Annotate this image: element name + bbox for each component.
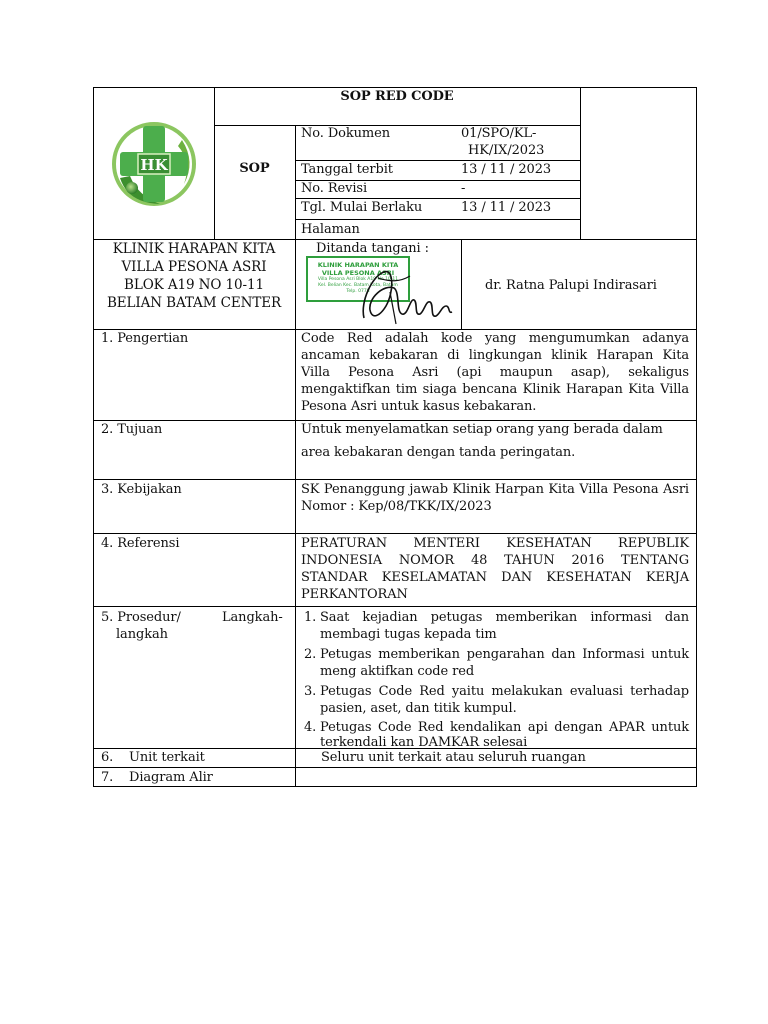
step-number: 1.	[304, 610, 317, 625]
list-item	[298, 720, 689, 750]
unit-number: 6.	[101, 750, 114, 765]
prosedur-label-3: langkah	[116, 627, 168, 642]
stamp-line-5: Telp. 0778	[346, 289, 370, 294]
stamp-line-1: KLINIK HARAPAN KITA	[317, 261, 399, 269]
kebijakan-text: SK Penanggung jawab Klinik Harpan Kita Villa Pesona Asri Nomor : Kep/08/TKK/IX/2023	[301, 482, 689, 514]
list-item	[298, 683, 689, 717]
step-number: 2.	[304, 647, 317, 662]
step-text: Petugas memberikan pengarahan dan Informasi untuk meng aktifkan code red	[320, 647, 689, 679]
list-item	[298, 609, 689, 643]
diagram-number: 7.	[101, 770, 114, 785]
stamp-line-2: VILLA PESONA ASRI	[321, 269, 395, 277]
doc-number-value-2: HK/IX/2023	[468, 143, 545, 158]
tujuan-text-1: Untuk menyelamatkan setiap orang yang berada dalam	[301, 422, 663, 437]
prosedur-steps	[298, 609, 689, 750]
prosedur-label-2: Langkah-	[222, 610, 283, 625]
step-number: 4.	[304, 720, 317, 735]
revision-label: No. Revisi	[301, 181, 368, 196]
issue-date-value: 13 / 11 / 2023	[461, 162, 552, 177]
pengertian-text: Code Red adalah kode yang mengumumkan adanya ancaman kebakaran di lingkungan klinik Harapan Kita Villa Pesona Asri (api maupun asap), sekaligus mengaktifkan tim siaga bencana Klinik Harapan Kita Villa Pesona Asri untuk kasus kebakaran.	[301, 331, 689, 414]
doc-number-label: No. Dokumen	[301, 126, 391, 141]
step-text: Petugas Code Red kendalikan api dengan APAR untuk terkendali kan DAMKAR selesai	[320, 720, 689, 750]
unit-label: Unit terkait	[129, 750, 205, 765]
effective-date-label: Tgl. Mulai Berlaku	[301, 200, 423, 215]
hk-logo-icon	[108, 118, 200, 210]
svg-text:HK: HK	[140, 156, 168, 174]
tujuan-text-2: area kebakaran dengan tanda peringatan.	[301, 445, 576, 460]
step-text: Saat kejadian petugas memberikan informasi dan membagi tugas kepada tim	[320, 610, 689, 642]
issue-date-label: Tanggal terbit	[301, 162, 393, 177]
effective-date-value: 13 / 11 / 2023	[461, 200, 552, 215]
clinic-area: BELIAN BATAM CENTER	[106, 295, 282, 311]
unit-text: Seluru unit terkait atau seluruh ruangan	[321, 750, 586, 765]
referensi-text: PERATURAN MENTERI KESEHATAN REPUBLIK INDONESIA NOMOR 48 TAHUN 2016 TENTANG STANDAR KESELAMATAN DAN KESEHATAN KERJA PERKANTORAN	[301, 536, 689, 602]
kebijakan-label: 3. Kebijakan	[101, 482, 182, 497]
signature-scribble	[350, 262, 460, 328]
stamp-line-3: Villa Pesona Asri Blok A19 No 10-11	[317, 277, 399, 282]
clinic-address	[93, 240, 295, 312]
prosedur-label-1: 5. Prosedur/	[101, 610, 181, 625]
signer-name: dr. Ratna Palupi Indirasari	[485, 278, 657, 293]
clinic-logo	[108, 118, 200, 210]
doc-number-value-1: 01/SPO/KL-	[461, 126, 537, 141]
signed-label: Ditanda tangani :	[316, 241, 429, 256]
clinic-location: VILLA PESONA ASRI	[121, 259, 267, 275]
stamp-line-4: Kel. Belian Kec. Batam Kota, Batam	[318, 283, 398, 288]
page-title: SOP RED CODE	[340, 89, 454, 104]
sop-label: SOP	[239, 161, 270, 176]
pengertian-label: 1. Pengertian	[101, 331, 189, 346]
referensi-label: 4. Referensi	[101, 536, 180, 551]
step-number: 3.	[304, 684, 317, 699]
tujuan-label: 2. Tujuan	[101, 422, 163, 437]
clinic-block: BLOK A19 NO 10-11	[124, 277, 264, 293]
revision-value: -	[461, 181, 466, 196]
diagram-label: Diagram Alir	[129, 770, 213, 785]
list-item	[298, 646, 689, 680]
clinic-name: KLINIK HARAPAN KITA	[112, 241, 276, 257]
page-label: Halaman	[301, 222, 360, 237]
step-text: Petugas Code Red yaitu melakukan evaluasi terhadap pasien, aset, dan titik kumpul.	[320, 684, 689, 716]
